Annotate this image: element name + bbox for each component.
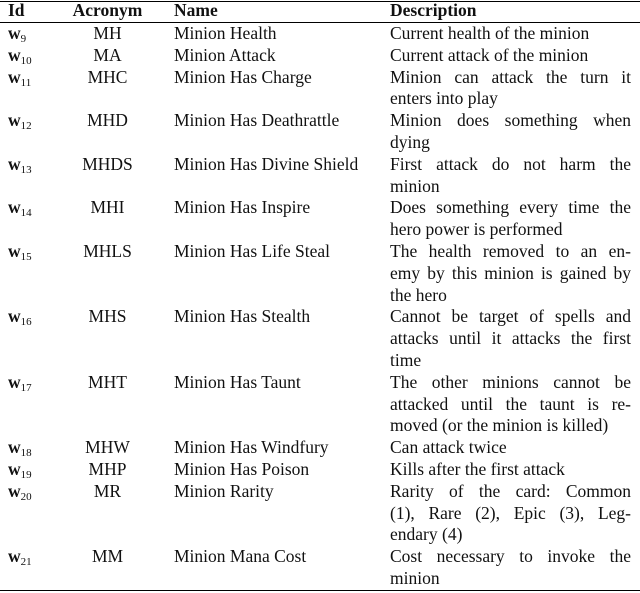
row-acronym: MHLS [83,241,132,261]
row-acronym: MHS [88,306,127,327]
row-id-subscript: 18 [20,447,32,460]
row-id [8,110,68,138]
description-line: Minion does something when [390,110,631,131]
row-id-subscript: 10 [20,54,32,67]
row-name: Minion Has Life Steal [174,241,331,261]
row-id-base: w [8,23,21,43]
row-id-base: w [8,371,21,392]
description-line: dying [390,131,430,152]
description-line: Does something every time the [390,197,631,218]
row-description [390,437,631,459]
description-line: Current health of the minion [390,23,590,43]
row-acronym: MHP [88,459,127,479]
row-id-subscript: 19 [20,469,32,481]
row-description [390,23,631,45]
row-acronym: MHW [85,437,130,458]
row-id-subscript: 12 [20,120,32,133]
row-id-subscript: 9 [20,33,27,45]
row-id [8,241,68,269]
row-id-subscript: 14 [20,207,32,220]
header-acronym: Acronym [72,0,143,20]
description-line: Can attack twice [390,437,507,458]
row-id [8,197,68,225]
row-description [390,459,631,481]
row-id-subscript: 16 [20,316,32,329]
row-id-subscript: 11 [20,76,32,89]
row-description [390,110,631,154]
description-line: enters into play [390,88,498,109]
description-line: time [390,349,422,370]
row-description [390,372,631,437]
header-description: Description [390,0,477,20]
row-acronym: MR [93,480,122,501]
description-line: emy by this minion is gained by [390,262,631,283]
description-line: attacked until the taunt is re- [390,393,631,414]
row-name: Minion Has Taunt [174,371,301,392]
row-description [390,67,631,111]
row-name: Minion Has Deathrattle [174,110,340,131]
row-id-base: w [8,110,21,131]
row-acronym: MHT [88,371,127,392]
row-id-base: w [8,241,21,261]
row-description [390,45,631,67]
row-name: Minion Attack [174,44,276,65]
row-id [8,154,68,182]
description-line: The other minions cannot be [390,371,631,392]
row-description [390,197,631,241]
row-id-base: w [8,66,21,87]
row-id-subscript: 17 [20,381,32,394]
description-line: minion [390,567,440,588]
header-name: Name [174,0,218,20]
row-description [390,306,631,371]
description-line: Cannot be target of spells and [390,306,631,327]
row-id-base: w [8,197,21,218]
row-name: Minion Has Divine Shield [174,153,359,174]
row-name: Minion Health [174,23,277,43]
row-id [8,481,68,509]
description-line: Kills after the first attack [390,459,565,479]
description-line: Current attack of the minion [390,44,589,65]
description-line: minion [390,175,440,196]
row-id [8,67,68,95]
row-id-base: w [8,437,21,458]
row-id-subscript: 13 [20,163,32,176]
row-name: Minion Has Windfury [174,437,329,458]
table-bottom-rule [0,590,640,591]
row-id-base: w [8,546,21,567]
row-acronym: MH [93,23,122,43]
row-id-base: w [8,459,21,479]
row-id [8,546,68,574]
row-id-base: w [8,480,21,501]
row-id-base: w [8,306,21,327]
description-line: Rarity of the card: Common [390,480,631,501]
header-id: Id [8,0,25,20]
description-line: hero power is performed [390,219,563,240]
row-acronym: MA [93,44,122,65]
description-line: The health removed to an en- [390,241,631,261]
row-name: Minion Mana Cost [174,546,307,567]
row-description [390,241,631,306]
row-acronym: MM [91,546,124,567]
row-id-subscript: 21 [20,556,32,569]
row-id-base: w [8,153,21,174]
row-name: Minion Has Charge [174,66,312,87]
row-id-base: w [8,44,21,65]
row-id-subscript: 15 [20,251,32,263]
row-description [390,154,631,198]
row-name: Minion Rarity [174,480,274,501]
row-id [8,306,68,334]
description-line: First attack do not harm the [390,153,631,174]
description-line: attacks until it attacks the first [390,328,631,349]
row-name: Minion Has Poison [174,459,310,479]
description-line: the hero [390,284,447,305]
description-line: endary (4) [390,524,463,545]
row-id [8,372,68,400]
row-name: Minion Has Stealth [174,306,311,327]
row-acronym: MHDS [82,153,133,174]
row-acronym: MHD [87,110,128,131]
description-line: (1), Rare (2), Epic (3), Leg- [390,502,631,523]
row-acronym: MHI [90,197,125,218]
row-name: Minion Has Inspire [174,197,311,218]
row-id-subscript: 20 [20,490,32,503]
row-description [390,546,631,590]
description-line: Minion can attack the turn it [390,66,631,87]
row-acronym: MHC [87,66,128,87]
row-description [390,481,631,546]
description-line: moved (or the minion is killed) [390,415,609,436]
description-line: Cost necessary to invoke the [390,546,631,567]
